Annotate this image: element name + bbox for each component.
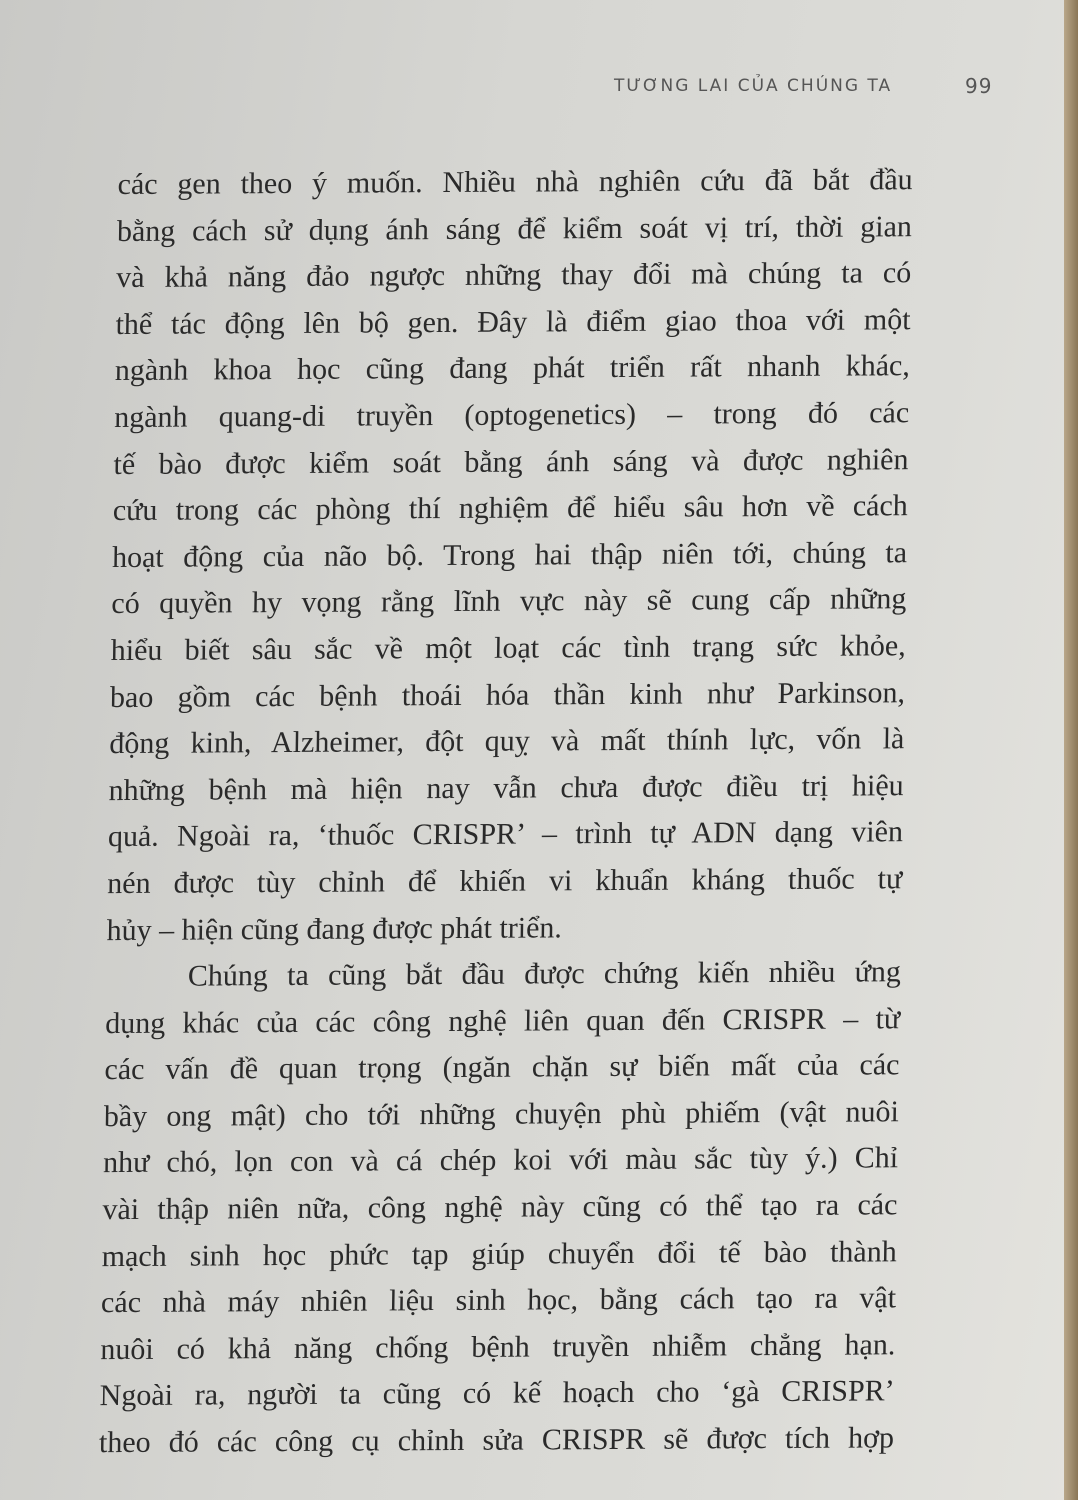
text-line: quả. Ngoài ra, ‘thuốc CRISPR’ – trình tự ADN dạng viên xyxy=(107,815,904,854)
page-edge xyxy=(1064,0,1078,1500)
text-line: bầy ong mật) cho tới những chuyện phù phiếm (vật nuôi xyxy=(103,1095,900,1133)
text-line: ngành khoa học cũng đang phát triển rất nhanh khác, xyxy=(114,349,911,388)
text-line: có quyền hy vọng rằng lĩnh vực này sẽ cung cấp những xyxy=(111,582,907,621)
text-line: những bệnh mà hiện nay vẫn chưa được điều trị hiệu xyxy=(108,768,904,807)
body-text xyxy=(99,157,913,1467)
text-line: hiểu biết sâu sắc về một loạt các tình trạng sức khỏe, xyxy=(110,629,906,667)
text-line: động kinh, Alzheimer, đột quỵ và mất thính lực, vốn là xyxy=(109,722,905,761)
text-line: và khả năng đảo ngược những thay đổi mà chúng ta có xyxy=(116,256,912,295)
text-line: dụng khác của các công nghệ liên quan đến CRISPR – từ xyxy=(104,1001,901,1040)
page-number: 99 xyxy=(965,74,993,98)
text-line: bằng cách sử dụng ánh sáng để kiểm soát vị trí, thời gian xyxy=(116,209,913,248)
text-line: thể tác động lên bộ gen. Đây là điểm giao thoa với một xyxy=(115,302,911,341)
text-line: các nhà máy nhiên liệu sinh học, bằng cách tạo ra vật xyxy=(100,1281,897,1320)
running-title: TƯƠNG LAI CỦA CHÚNG TA xyxy=(614,76,893,96)
text-line: như chó, lọn con và cá chép koi với màu sắc tùy ý.) Chỉ xyxy=(102,1141,899,1180)
text-line: Chúng ta cũng bắt đầu được chứng kiến nhiều ứng xyxy=(187,955,902,993)
text-line: nén được tùy chỉnh để khiến vi khuẩn kháng thuốc tự xyxy=(107,862,903,900)
text-line: hoạt động của não bộ. Trong hai thập niên tới, chúng ta xyxy=(111,535,908,574)
text-line: cứu trong các phòng thí nghiệm để hiểu sâu hơn về cách xyxy=(112,489,909,528)
text-line: các gen theo ý muốn. Nhiều nhà nghiên cứu đã bắt đầu xyxy=(117,163,913,202)
text-line: vài thập niên nữa, công nghệ này cũng có thể tạo ra các xyxy=(102,1188,898,1227)
text-line: bao gồm các bệnh thoái hóa thần kinh như Parkinson, xyxy=(109,675,906,714)
text-line: theo đó các công cụ chỉnh sửa CRISPR sẽ được tích hợp xyxy=(98,1421,895,1460)
text-line: tế bào được kiểm soát bằng ánh sáng và được nghiên xyxy=(113,442,909,481)
text-line: ngành quang-di truyền (optogenetics) – trong đó các xyxy=(113,396,910,434)
text-line: các vấn đề quan trọng (ngăn chặn sự biến mất của các xyxy=(104,1048,900,1087)
text-line: mạch sinh học phức tạp giúp chuyển đổi tế bào thành xyxy=(101,1234,897,1273)
text-line: Ngoài ra, người ta cũng có kế hoạch cho ‘gà CRISPR’ xyxy=(99,1374,895,1413)
text-line: nuôi có khả năng chống bệnh truyền nhiễm chẳng hạn. xyxy=(100,1328,896,1366)
text-line: hủy – hiện cũng đang được phát triển. xyxy=(106,910,563,947)
page-header xyxy=(0,72,1078,102)
